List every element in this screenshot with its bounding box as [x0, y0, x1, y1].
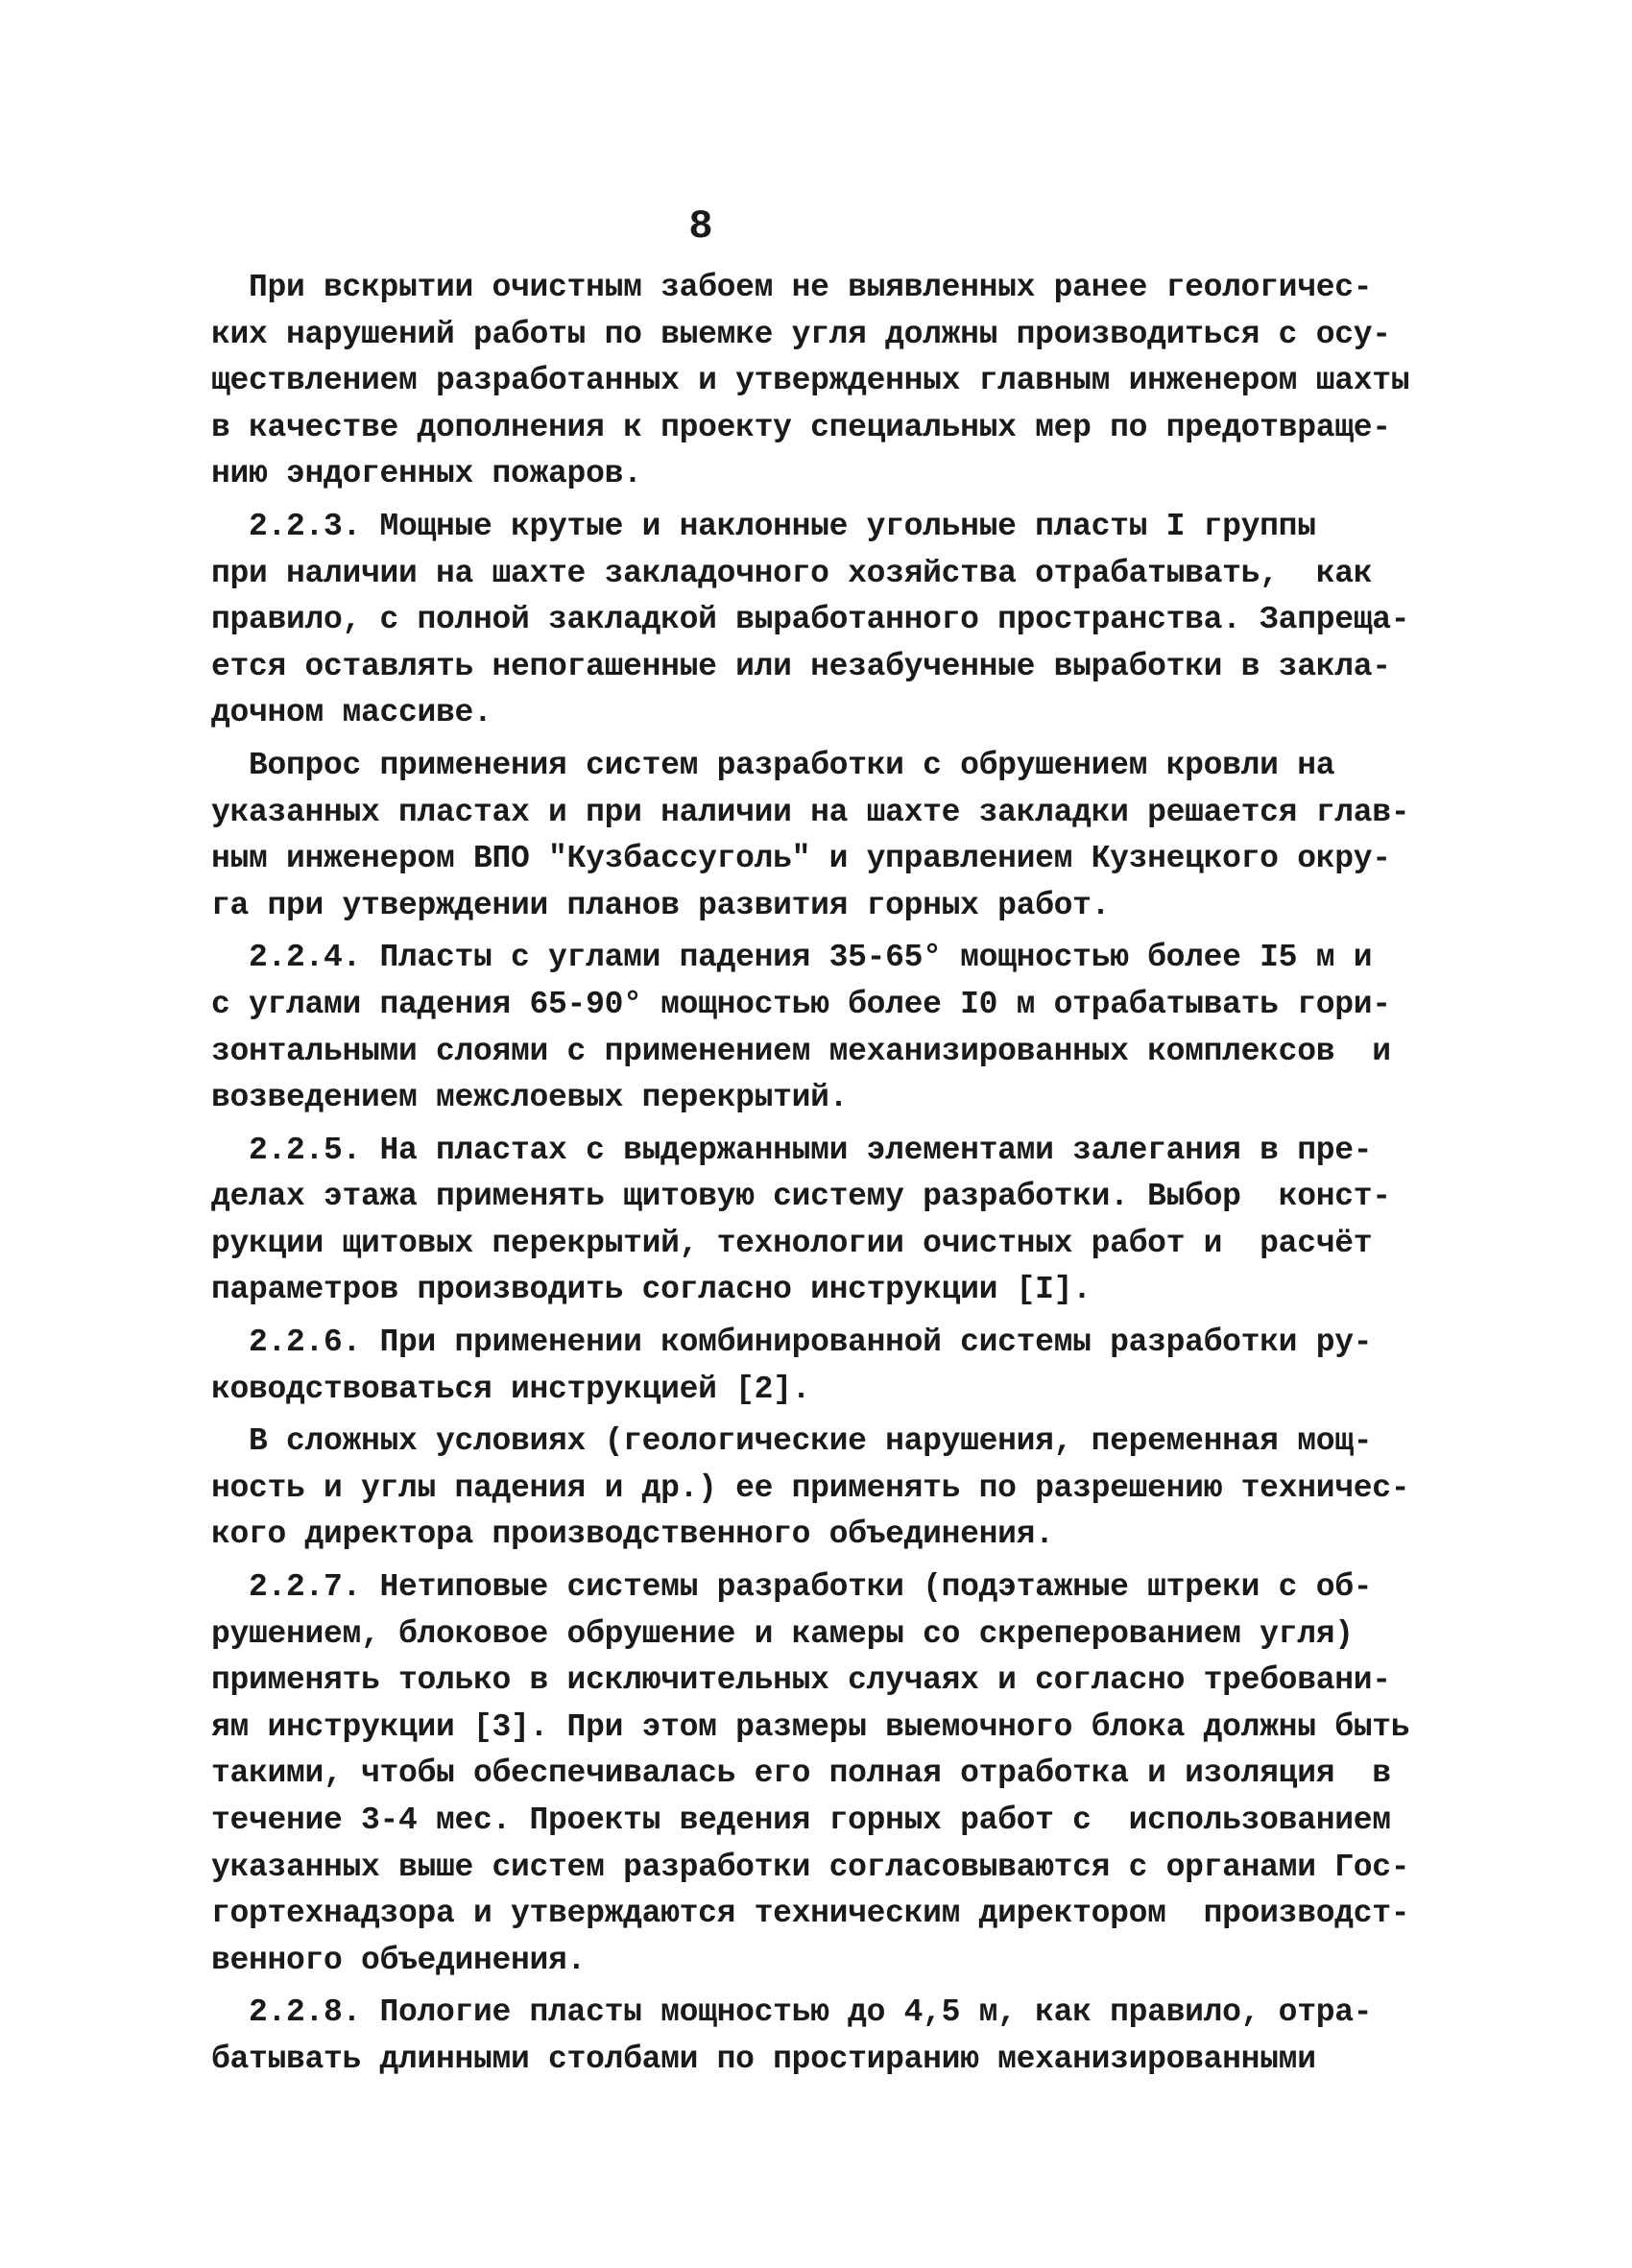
text-line: батывать длинными столбами по простиранию механизированными	[211, 2041, 1316, 2077]
text-line: кого директора производственного объединения.	[211, 1516, 1054, 1553]
text-line: ется оставлять непогашенные или незабученные выработки в закла-	[211, 648, 1391, 684]
text-line: ществлением разработанных и утвержденных главным инженером шахты	[211, 363, 1410, 399]
text-line: Вопрос применения систем разработки с обрушением кровли на	[211, 747, 1335, 783]
text-line: параметров производить согласно инструкции [I].	[211, 1272, 1092, 1308]
text-line: нию эндогенных пожаров.	[211, 456, 642, 492]
text-line: при наличии на шахте закладочного хозяйства отрабатывать, как	[211, 555, 1373, 591]
text-line: 2.2.3. Мощные крутые и наклонные угольные пласты I группы	[211, 508, 1316, 544]
text-line: указанных выше систем разработки согласовываются с органами Гос-	[211, 1849, 1410, 1885]
text-line: возведением межслоевых перекрытий.	[211, 1080, 849, 1116]
text-line: гортехнадзора и утверждаются техническим директором производст-	[211, 1896, 1410, 1932]
text-line: рушением, блоковое обрушение и камеры со скреперованием угля)	[211, 1615, 1354, 1652]
text-line: ность и углы падения и др.) ее применять по разрешению техничес-	[211, 1469, 1410, 1506]
text-line: 2.2.8. Пологие пласты мощностью до 4,5 м, как правило, отра-	[211, 1994, 1373, 2031]
body-text	[211, 265, 1450, 2084]
text-line: В сложных условиях (геологические нарушения, переменная мощ-	[211, 1423, 1373, 1460]
text-line: дочном массиве.	[211, 695, 492, 731]
text-line: рукции щитовых перекрытий, технологии очистных работ и расчёт	[211, 1225, 1373, 1261]
text-line: делах этажа применять щитовую систему разработки. Выбор конст-	[211, 1179, 1391, 1215]
text-line: 2.2.6. При применении комбинированной системы разработки ру-	[211, 1325, 1373, 1361]
page-number: 8	[688, 203, 713, 250]
text-line: При вскрытии очистным забоем не выявленных ранее геологичес-	[211, 270, 1373, 305]
text-line: течение 3-4 мес. Проекты ведения горных работ с использованием	[211, 1802, 1391, 1838]
text-line: 2.2.5. На пластах с выдержанными элементами залегания в пре-	[211, 1132, 1373, 1168]
text-line: ководствоваться инструкцией [2].	[211, 1371, 811, 1407]
text-line: ких нарушений работы по выемке угля должны производиться с осу-	[211, 316, 1391, 352]
text-line: в качестве дополнения к проекту специальных мер по предотвраще-	[211, 409, 1391, 445]
text-line: такими, чтобы обеспечивалась его полная отработка и изоляция в	[211, 1755, 1391, 1792]
text-line: ям инструкции [3]. При этом размеры выемочного блока должны быть	[211, 1708, 1410, 1745]
text-line: га при утверждении планов развития горных работ.	[211, 887, 1111, 923]
text-line: 2.2.4. Пласты с углами падения 35-65° мощностью более I5 м и	[211, 940, 1373, 976]
text-line: указанных пластах и при наличии на шахте закладки решается глав-	[211, 794, 1410, 830]
text-line: с углами падения 65-90° мощностью более I0 м отрабатывать гори-	[211, 986, 1391, 1022]
text-line: правило, с полной закладкой выработанного пространства. Запреща-	[211, 602, 1410, 638]
text-line: применять только в исключительных случаях и согласно требовани-	[211, 1662, 1391, 1699]
text-line: зонтальными слоями с применением механизированных комплексов и	[211, 1033, 1391, 1069]
text-line: венного объединения.	[211, 1942, 587, 1978]
text-line: ным инженером ВПО "Кузбассуголь" и управлением Кузнецкого окру-	[211, 841, 1391, 877]
text-line: 2.2.7. Нетиповые системы разработки (подэтажные штреки с об-	[211, 1569, 1373, 1606]
